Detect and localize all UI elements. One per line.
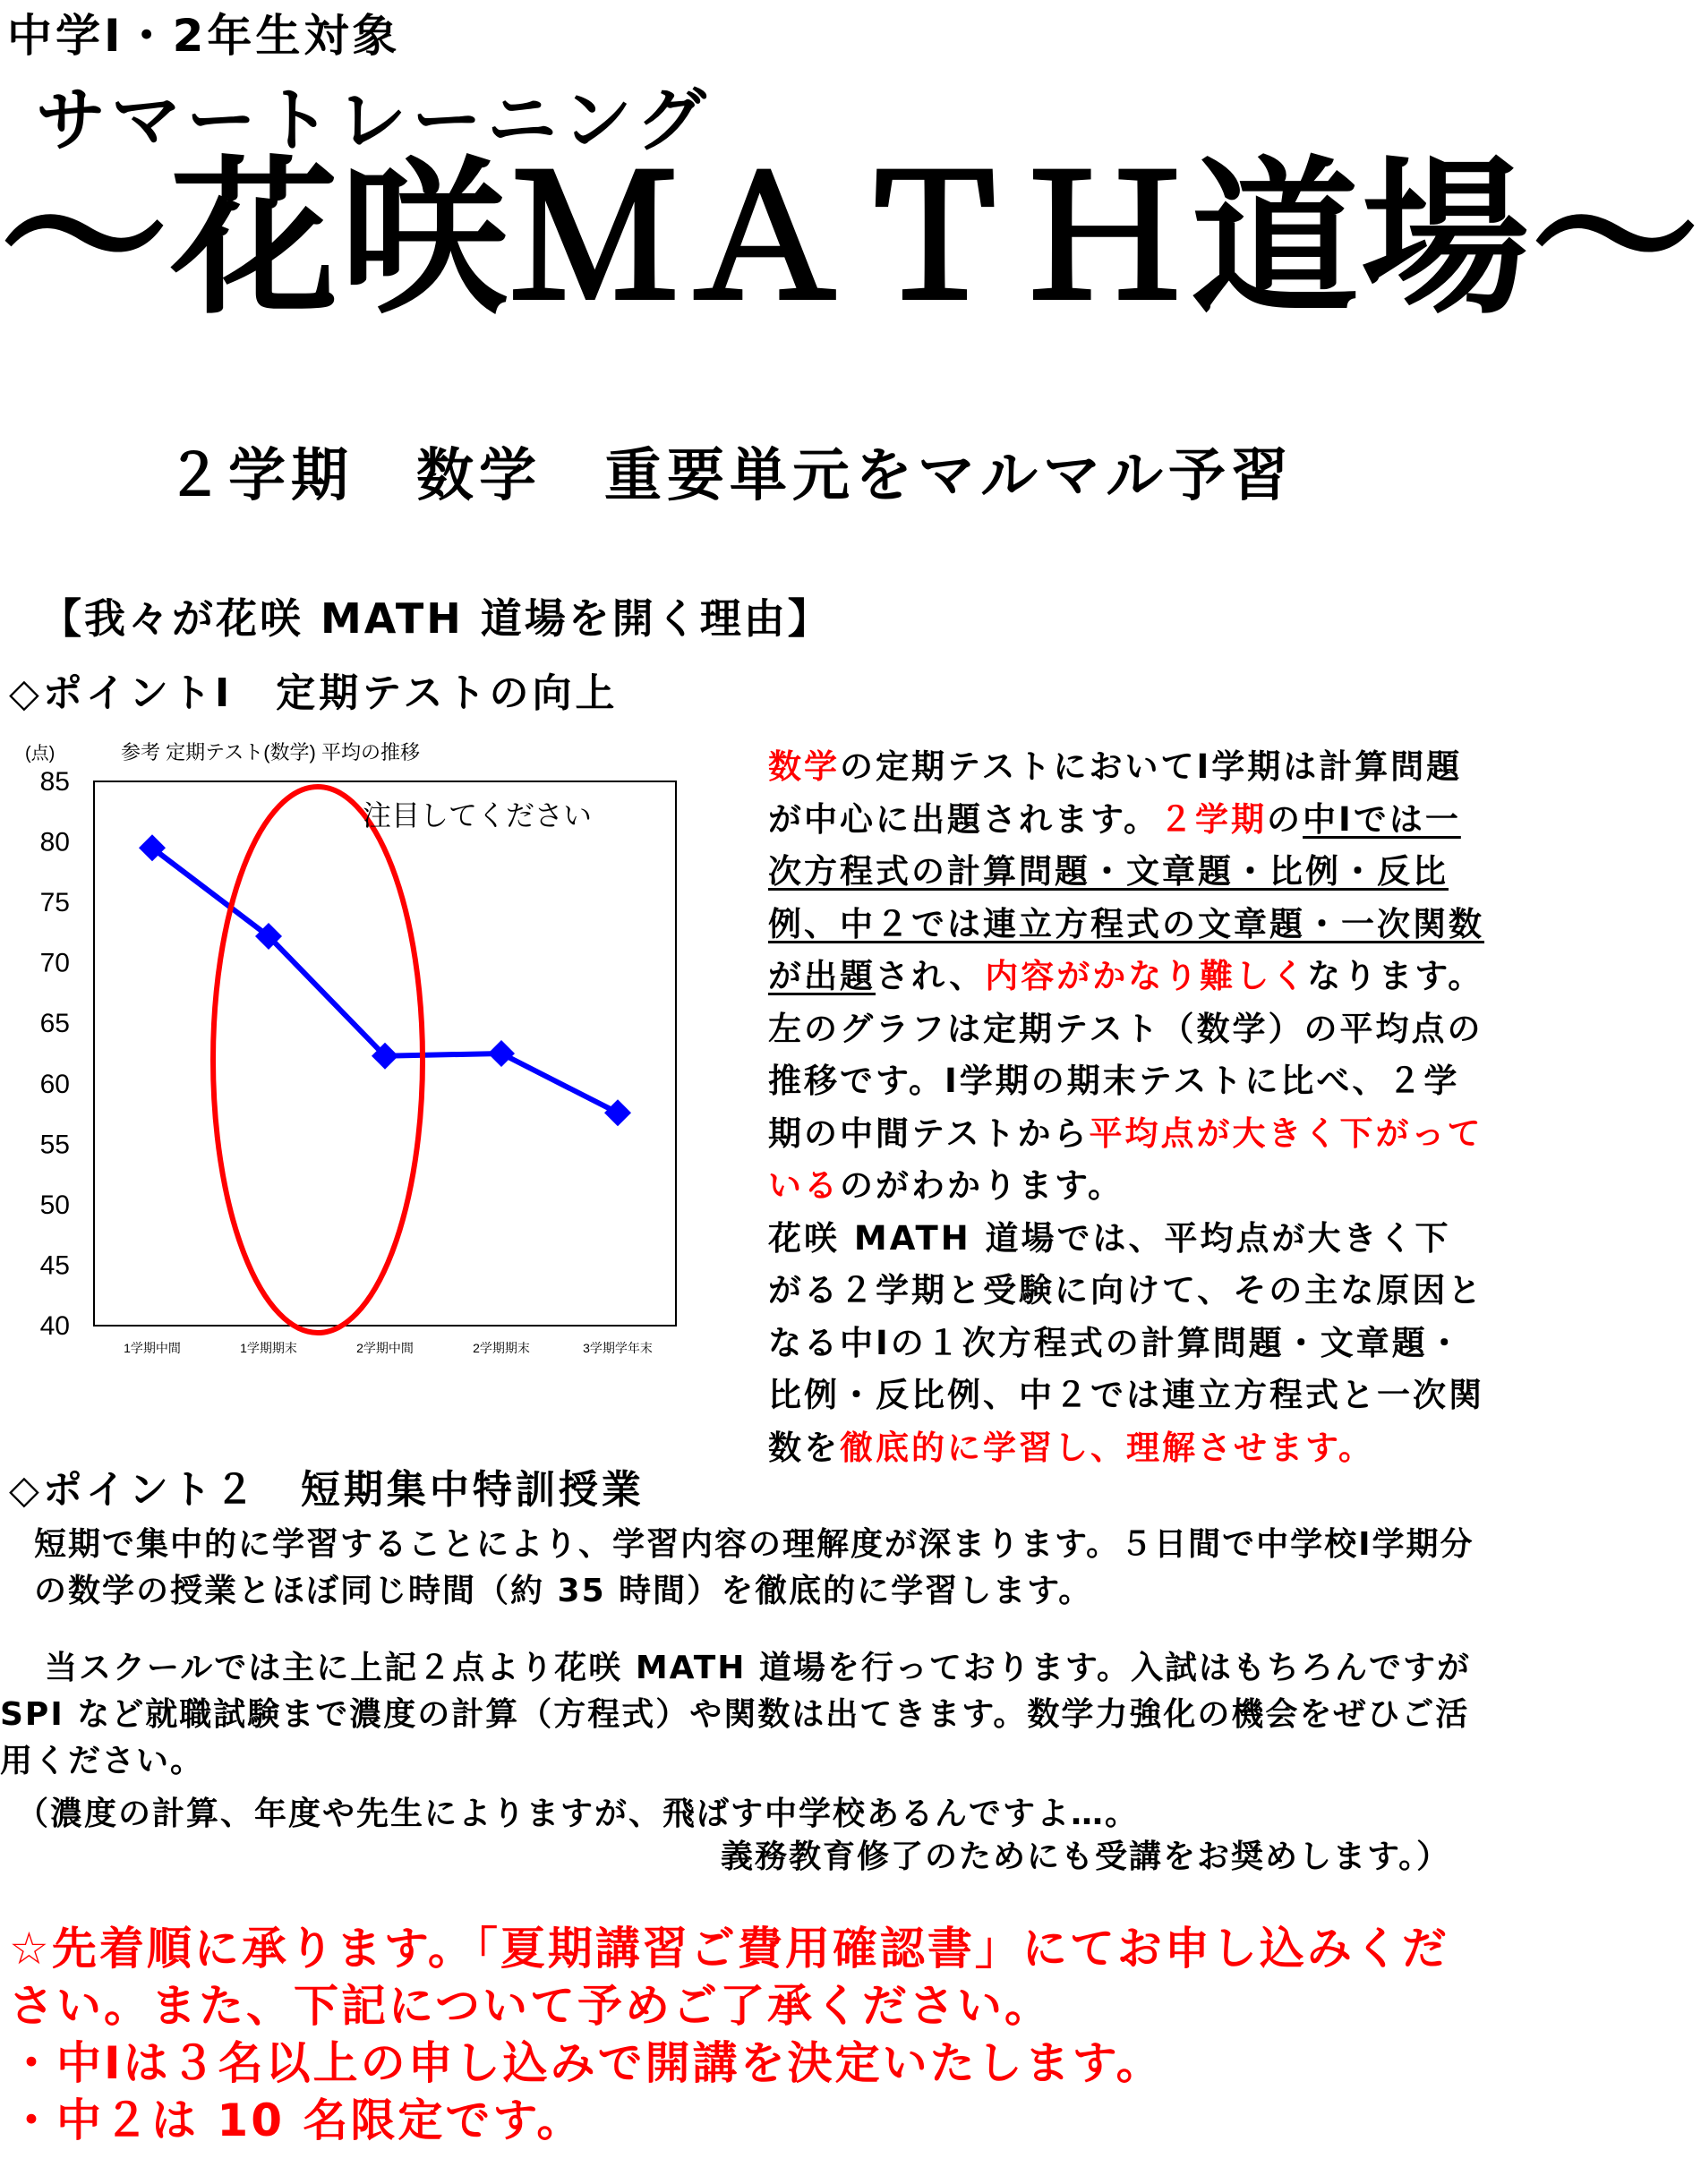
y-tick-label: 85 xyxy=(39,767,70,797)
point1-s2: の定期テストにおいてⅠ学期は計算問題が中心に出題されます。 xyxy=(768,747,1463,839)
y-tick-label: 80 xyxy=(39,827,70,857)
y-tick-label: 45 xyxy=(39,1250,70,1281)
tagline: ２学期 数学 重要単元をマルマル予習 xyxy=(166,443,1294,509)
point1-s3: ２学期 xyxy=(1159,799,1268,839)
closing-note-a: （濃度の計算、年度や先生によりますが、飛ばす中学校あるんですよ…。 xyxy=(16,1796,1140,1832)
target-audience: 中学Ⅰ・2年生対象 xyxy=(7,10,401,62)
subtitle: サマートレーニング xyxy=(36,81,712,161)
notice-line1: ☆先着順に承ります。「夏期講習ご費用確認書」にてお申し込みください。また、下記について予めご了承ください。 xyxy=(9,1923,1449,2032)
main-title: ～花咲ＭＡＴＨ道場～ xyxy=(0,141,1701,337)
point1-heading: ◇ポイントⅠ 定期テストの向上 xyxy=(9,670,619,716)
series-line xyxy=(152,848,618,1113)
notice-line2: ・中Ⅰは３名以上の申し込みで開講を決定いたします。 xyxy=(9,2037,1164,2089)
closing-paragraph: 当スクールでは主に上記２点より花咲 MATH 道場を行っております。入試はもちろんですが SPI など就職試験まで濃度の計算（方程式）や関数は出てきます。数学力強化の機会をぜひご活用ください。 xyxy=(0,1650,1472,1779)
y-tick-label: 55 xyxy=(39,1130,70,1160)
point1-s8: なります。左のグラフは定期テスト（数学）の平均点の推移です。Ⅰ学期の期末テストに比べ、２学期の中間テストから xyxy=(768,957,1484,1153)
x-tick-label: 1学期中間 xyxy=(124,1341,181,1355)
point1-s11: 花咲 MATH 道場では、平均点が大きく下がる２学期と受験に向けて、その主な原因となる中Ⅰの１次方程式の計算問題・文章題・比例・反比例、中２では連立方程式と一次関数を xyxy=(768,1218,1484,1467)
y-tick-label: 70 xyxy=(39,948,70,978)
data-point-marker xyxy=(488,1040,515,1067)
x-tick-label: 1学期期末 xyxy=(240,1341,297,1355)
reasons-heading: 【我々が花咲 MATH 道場を開く理由】 xyxy=(40,594,832,643)
notice-line3: ・中２は 10 名限定です。 xyxy=(9,2094,585,2146)
point1-s4: の xyxy=(1267,799,1304,839)
point1-s9: 平均点が大きく下がっている xyxy=(768,1113,1483,1205)
closing-section xyxy=(0,1645,1477,1785)
point1-s6: され、 xyxy=(876,957,986,995)
point1-s12: 徹底的に学習し、理解させます。 xyxy=(840,1428,1375,1467)
y-tick-label: 50 xyxy=(39,1190,70,1220)
point1-s10: のがわかります。 xyxy=(840,1166,1124,1205)
chart-ylabel: (点) xyxy=(25,744,56,764)
point1-body xyxy=(768,741,1484,1474)
average-score-chart xyxy=(0,732,752,1355)
point1-s1: 数学 xyxy=(768,747,840,786)
x-tick-label: 2学期期末 xyxy=(473,1341,530,1355)
y-tick-label: 65 xyxy=(39,1009,70,1039)
point1-s5: 中Ⅰでは一次方程式の計算問題・文章題・比例・反比例、中２では連立方程式の文章題・一次関数が出題 xyxy=(768,799,1484,995)
chart-title: 参考 定期テスト(数学) 平均の推移 xyxy=(121,741,420,764)
point1-s7: 内容がかなり難しく xyxy=(985,957,1308,995)
y-tick-label: 75 xyxy=(39,888,70,918)
data-point-marker xyxy=(604,1099,631,1126)
y-tick-label: 60 xyxy=(39,1069,70,1099)
point2-heading: ◇ポイント２ 短期集中特訓授業 xyxy=(9,1467,645,1513)
notice xyxy=(9,1920,1486,2149)
y-tick-label: 40 xyxy=(39,1311,70,1341)
closing-note-b: 義務教育修了のためにも受講をお奨めします。） xyxy=(721,1838,1451,1875)
x-tick-label: 2学期中間 xyxy=(356,1341,414,1355)
point2-body: 短期で集中的に学習することにより、学習内容の理解度が深まります。５日間で中学校Ⅰ学期分の数学の授業とほぼ同じ時間（約 35 時間）を徹底的に学習します。 xyxy=(34,1526,1474,1609)
x-tick-label: 3学期学年末 xyxy=(583,1341,653,1355)
chart-annotation: 注目してください xyxy=(363,799,593,832)
